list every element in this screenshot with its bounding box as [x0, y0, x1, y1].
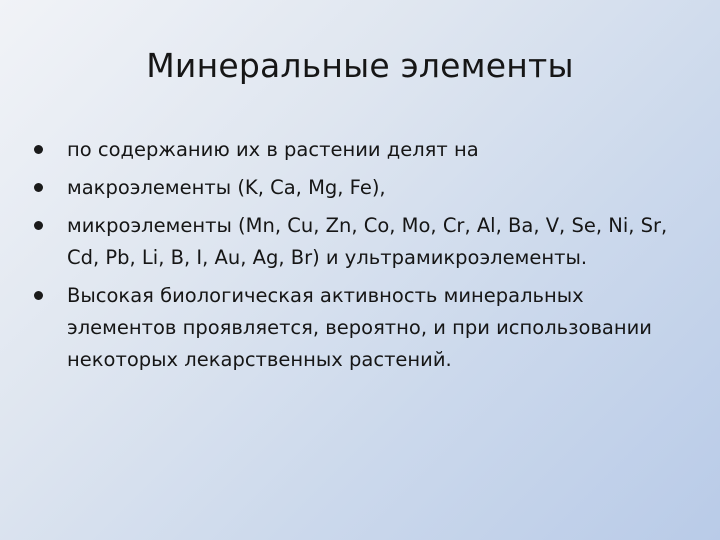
bullet-text: Высокая биологическая активность минеральных элементов проявляется, вероятно, и при использовании некоторых лекарственных растений.	[67, 284, 652, 371]
bullet-dot-icon	[34, 221, 43, 230]
bullet-text: микроэлементы (Mn, Cu, Zn, Co, Mo, Cr, Al, Ba, V, Se, Ni, Sr, Cd, Pb, Li, B, I, Au, Ag, Br) и ультрамикроэлементы.	[67, 214, 668, 269]
bullet-dot-icon	[34, 145, 43, 154]
bullet-text: по содержанию их в растении делят на	[67, 138, 479, 161]
bullet-dot-icon	[34, 183, 43, 192]
bullet-list	[34, 134, 684, 382]
bullet-item	[34, 172, 684, 204]
bullet-dot-icon	[34, 291, 43, 300]
bullet-item	[34, 134, 684, 166]
bullet-text: макроэлементы (K, Ca, Mg, Fe),	[67, 176, 386, 199]
bullet-item	[34, 280, 684, 376]
bullet-item	[34, 210, 684, 274]
slide-title: Минеральные элементы	[146, 46, 574, 85]
